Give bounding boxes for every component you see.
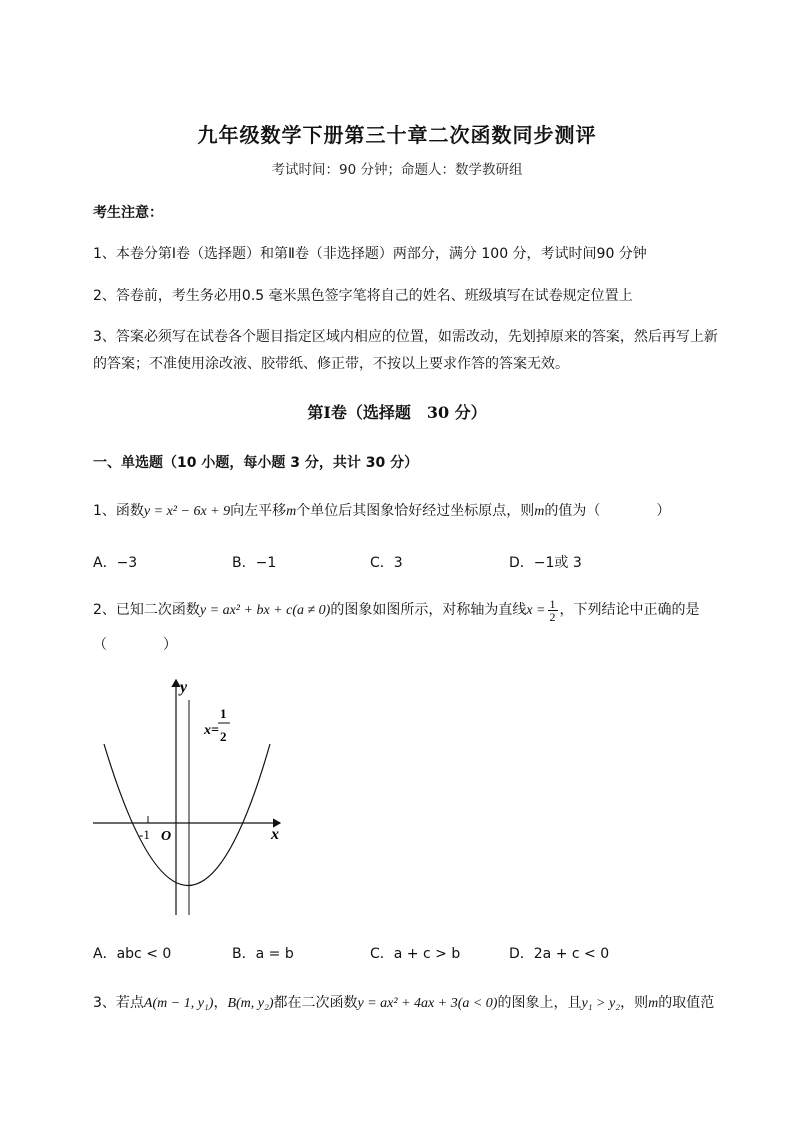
q2-middle: 的图象如图所示，对称轴为直线 (330, 602, 527, 618)
page-title: 九年级数学下册第三十章二次函数同步测评 (197, 123, 597, 147)
q2-option-a[interactable]: A．abc < 0 (93, 946, 172, 962)
question-2 (93, 596, 700, 625)
exam-subtitle: 考试时间：90 分钟；命题人：数学教研组 (271, 162, 523, 178)
tick-label-neg1: -1 (139, 827, 150, 842)
y-axis-label: y (180, 679, 188, 696)
q1-option-d[interactable]: D．−1或 3 (509, 555, 582, 571)
notice-heading: 考生注意： (93, 205, 163, 221)
q2-prefix: 2、已知二次函数 (93, 602, 200, 618)
parabola-curve (104, 744, 270, 886)
q2-axis-fraction (548, 598, 558, 623)
section-title: 第Ⅰ卷（选择题 30 分） (307, 403, 487, 422)
q3-suffix: ，则 (620, 995, 649, 1011)
q3-point-a: A(m − 1, y₁) (143, 996, 214, 1011)
q1-var-m2: m (534, 504, 545, 519)
symmetry-label: x= (204, 723, 219, 738)
q2-frac-num: 1 (549, 596, 556, 611)
q3-var-m: m (648, 996, 659, 1011)
q1-option-c[interactable]: C．3 (370, 555, 403, 571)
notice-item-3-cont: 的答案；不准使用涂改液、胶带纸、修正带，不按以上要求作答的答案无效。 (93, 356, 569, 372)
q3-sep: ， (213, 995, 228, 1011)
q3-suffix2: 的取值范 (658, 995, 715, 1011)
q3-middle: 都在二次函数 (273, 995, 358, 1011)
symmetry-label-num: 1 (220, 706, 227, 721)
question-1 (93, 500, 670, 520)
q2-frac-den: 2 (549, 609, 556, 624)
q2-option-d[interactable]: D．2a + c < 0 (509, 946, 610, 962)
q1-middle: 向左平移 (230, 503, 287, 519)
question-3 (93, 992, 714, 1012)
part-title: 一、单选题（10 小题，每小题 3 分，共计 30 分） (93, 455, 419, 471)
q1-var-m: m (286, 504, 297, 519)
symmetry-label-den: 2 (220, 729, 227, 744)
origin-label: O (161, 829, 172, 844)
q3-point-b: B(m, y₂) (227, 996, 274, 1011)
q3-expression: y = ax² + 4ax + 3(a < 0) (357, 996, 498, 1011)
q2-option-b[interactable]: B．a = b (232, 946, 294, 962)
x-axis-label: x (271, 826, 279, 843)
parabola-graph (88, 672, 298, 922)
notice-item-2: 2、答卷前，考生务必用0.5 毫米黑色签字笔将自己的姓名、班级填写在试卷规定位置上 (93, 288, 633, 304)
q1-expression: y = x² − 6x + 9 (143, 504, 231, 519)
q2-expression: y = ax² + bx + c(a ≠ 0) (199, 603, 331, 618)
q2-suffix: ，下列结论中正确的是 (559, 602, 700, 618)
notice-item-1: 1、本卷分第Ⅰ卷（选择题）和第Ⅱ卷（非选择题）两部分，满分 100 分，考试时间90 分钟 (93, 246, 647, 262)
q2-option-c[interactable]: C．a + c > b (370, 946, 461, 962)
q3-condition: y₁ > y₂ (581, 996, 621, 1011)
q1-prefix: 1、函数 (93, 503, 144, 519)
q3-prefix: 3、若点 (93, 995, 144, 1011)
notice-item-3: 3、答案必须写在试卷各个题目指定区域内相应的位置，如需改动，先划掉原来的答案，然后再写上新 (93, 329, 718, 345)
q1-suffix: 的值为（ ） (544, 503, 671, 519)
q2-axis-expr: x = (526, 603, 546, 618)
q2-answer-paren: （ ） (93, 637, 177, 653)
q1-option-b[interactable]: B．−1 (232, 555, 277, 571)
q3-middle2: 的图象上，且 (497, 995, 582, 1011)
q1-option-a[interactable]: A．−3 (93, 555, 138, 571)
q1-middle2: 个单位后其图象恰好经过坐标原点，则 (296, 503, 535, 519)
